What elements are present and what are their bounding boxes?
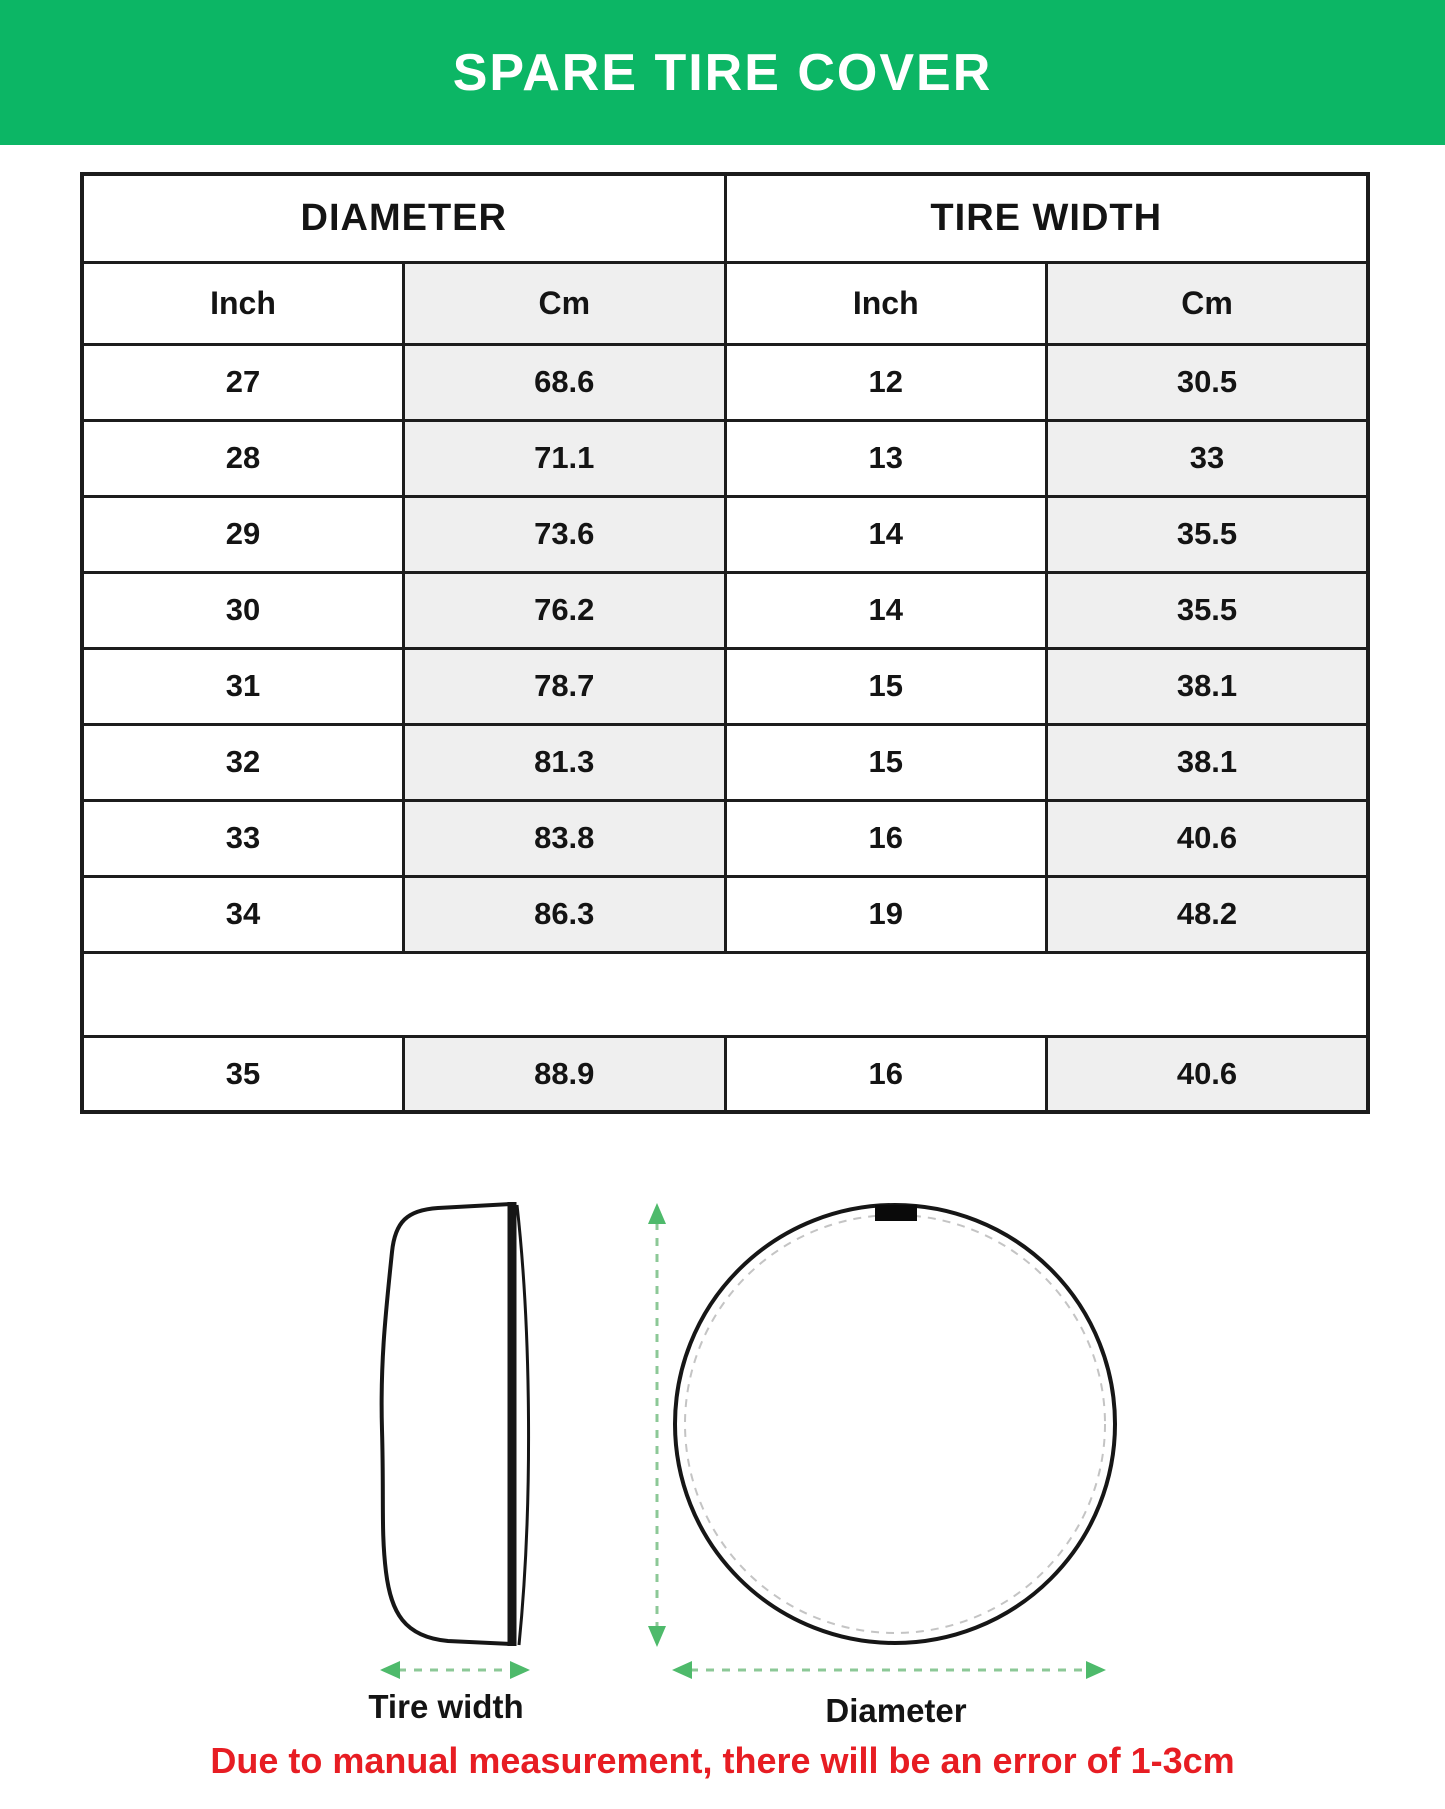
- table-row: [82, 876, 1368, 952]
- cell: 33: [1047, 420, 1369, 496]
- cell: 27: [82, 344, 404, 420]
- cell: 28: [82, 420, 404, 496]
- table-row: [82, 648, 1368, 724]
- cell: 15: [725, 648, 1047, 724]
- cell: 33: [82, 800, 404, 876]
- table-row: [82, 572, 1368, 648]
- cell: 81.3: [404, 724, 726, 800]
- cell: 19: [725, 876, 1047, 952]
- table-row: [82, 420, 1368, 496]
- table-row: [82, 344, 1368, 420]
- cell: 16: [725, 1036, 1047, 1112]
- column-header-row: [82, 262, 1368, 344]
- column-header-diameter-inch: Inch: [82, 262, 404, 344]
- cell: 12: [725, 344, 1047, 420]
- cell: 34: [82, 876, 404, 952]
- cell: 30.5: [1047, 344, 1369, 420]
- cell: 13: [725, 420, 1047, 496]
- cell: 29: [82, 496, 404, 572]
- cell: 32: [82, 724, 404, 800]
- banner: [0, 0, 1445, 145]
- spacer-row: [82, 952, 1368, 1036]
- cell: 15: [725, 724, 1047, 800]
- group-header-diameter: DIAMETER: [82, 174, 725, 262]
- table-row: [82, 496, 1368, 572]
- cell: 35: [82, 1036, 404, 1112]
- tire-width-label: Tire width: [368, 1688, 524, 1725]
- diameter-vertical-arrow: [648, 1203, 666, 1647]
- cell: 16: [725, 800, 1047, 876]
- cell: 31: [82, 648, 404, 724]
- table-row: [82, 1036, 1368, 1112]
- column-header-tirewidth-cm: Cm: [1047, 262, 1369, 344]
- cell: 14: [725, 572, 1047, 648]
- cell: 35.5: [1047, 496, 1369, 572]
- diameter-label: Diameter: [825, 1692, 967, 1729]
- table-row: [82, 800, 1368, 876]
- spacer-cell: [82, 952, 1368, 1036]
- tire-width-arrow: [380, 1661, 530, 1679]
- cell: 76.2: [404, 572, 726, 648]
- diameter-arrow: [672, 1661, 1106, 1679]
- measurement-diagram: [0, 1180, 1445, 1740]
- column-header-tirewidth-inch: Inch: [725, 262, 1047, 344]
- group-header-tire-width: TIRE WIDTH: [725, 174, 1368, 262]
- cell: 38.1: [1047, 648, 1369, 724]
- group-header-row: [82, 174, 1368, 262]
- cell: 78.7: [404, 648, 726, 724]
- cell: 38.1: [1047, 724, 1369, 800]
- measurement-error-note: Due to manual measurement, there will be an error of 1-3cm: [210, 1740, 1235, 1781]
- hanging-tab: [875, 1205, 917, 1221]
- cell: 88.9: [404, 1036, 726, 1112]
- cell: 40.6: [1047, 800, 1369, 876]
- table-body: [82, 344, 1368, 1112]
- tire-side-view-illustration: [382, 1202, 529, 1646]
- cell: 71.1: [404, 420, 726, 496]
- page-title: SPARE TIRE COVER: [452, 43, 993, 102]
- column-header-diameter-cm: Cm: [404, 262, 726, 344]
- cell: 30: [82, 572, 404, 648]
- tire-front-view-illustration: [675, 1205, 1115, 1643]
- table-row: [82, 724, 1368, 800]
- size-table: [80, 172, 1370, 1114]
- cell: 86.3: [404, 876, 726, 952]
- cell: 40.6: [1047, 1036, 1369, 1112]
- cell: 73.6: [404, 496, 726, 572]
- cell: 83.8: [404, 800, 726, 876]
- cell: 48.2: [1047, 876, 1369, 952]
- cell: 14: [725, 496, 1047, 572]
- cell: 35.5: [1047, 572, 1369, 648]
- cell: 68.6: [404, 344, 726, 420]
